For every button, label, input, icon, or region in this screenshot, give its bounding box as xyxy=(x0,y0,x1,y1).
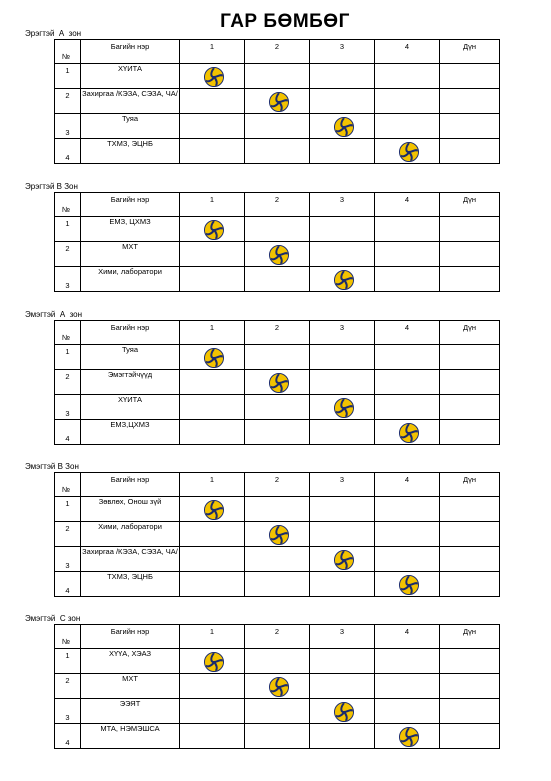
header-no xyxy=(55,40,81,64)
header-no-label: № xyxy=(62,205,71,214)
header-total: Дүн xyxy=(440,321,500,345)
table-row xyxy=(55,649,500,674)
match-cell xyxy=(245,139,310,164)
header-col-2: 2 xyxy=(245,625,310,649)
match-cell xyxy=(245,699,310,724)
header-team: Багийн нэр xyxy=(81,40,180,64)
match-cell xyxy=(180,217,245,242)
row-number-cell xyxy=(55,139,81,164)
team-name: Захиргаа /КЭЗА, СЭЗА, ЧА/ xyxy=(81,547,180,572)
total-cell xyxy=(440,572,500,597)
team-name: ХҮҮА, ХЭАЗ xyxy=(81,649,180,674)
table-row xyxy=(55,674,500,699)
match-cell xyxy=(180,572,245,597)
header-col-4: 4 xyxy=(375,40,440,64)
match-cell xyxy=(245,217,310,242)
header-total: Дүн xyxy=(440,40,500,64)
match-cell xyxy=(180,395,245,420)
volleyball-icon xyxy=(204,67,224,87)
total-cell xyxy=(440,395,500,420)
row-number: 2 xyxy=(65,244,70,253)
header-col-2: 2 xyxy=(245,321,310,345)
match-cell xyxy=(375,497,440,522)
match-cell xyxy=(310,242,375,267)
volleyball-icon xyxy=(399,142,419,162)
team-name: ЕМЗ,ЦХМЗ xyxy=(81,420,180,445)
match-cell xyxy=(245,572,310,597)
table-row xyxy=(55,572,500,597)
match-cell xyxy=(180,674,245,699)
volleyball-icon xyxy=(204,348,224,368)
header-col-3: 3 xyxy=(310,321,375,345)
volleyball-icon xyxy=(334,550,354,570)
match-cell xyxy=(245,497,310,522)
match-cell xyxy=(310,395,375,420)
row-number: 1 xyxy=(65,499,70,508)
volleyball-icon xyxy=(269,677,289,697)
zone-label: Эрэгтэй А зон xyxy=(25,29,82,38)
match-cell xyxy=(180,64,245,89)
match-cell xyxy=(245,547,310,572)
match-cell xyxy=(180,267,245,292)
total-cell xyxy=(440,724,500,749)
team-name: ЕМЗ, ЦХМЗ xyxy=(81,217,180,242)
header-total: Дүн xyxy=(440,625,500,649)
team-name: Захиргаа /КЭЗА, СЭЗА, ЧА/ xyxy=(81,89,180,114)
total-cell xyxy=(440,699,500,724)
row-number-cell xyxy=(55,395,81,420)
match-cell xyxy=(245,345,310,370)
row-number-cell xyxy=(55,217,81,242)
match-cell xyxy=(180,522,245,547)
row-number-cell xyxy=(55,572,81,597)
total-cell xyxy=(440,139,500,164)
match-cell xyxy=(245,395,310,420)
header-no-label: № xyxy=(62,52,71,61)
team-name: Хими, лаборатори xyxy=(81,267,180,292)
match-cell xyxy=(310,114,375,139)
row-number-cell xyxy=(55,89,81,114)
row-number: 3 xyxy=(65,128,70,137)
match-cell xyxy=(310,217,375,242)
total-cell xyxy=(440,649,500,674)
zone-label: Эрэгтэй В Зон xyxy=(25,182,78,191)
schedule-table xyxy=(54,472,500,597)
row-number: 1 xyxy=(65,219,70,228)
row-number: 4 xyxy=(65,434,70,443)
row-number: 1 xyxy=(65,66,70,75)
match-cell xyxy=(375,345,440,370)
team-name: ЭЭЯТ xyxy=(81,699,180,724)
table-row xyxy=(55,242,500,267)
row-number: 3 xyxy=(65,713,70,722)
match-cell xyxy=(180,649,245,674)
match-cell xyxy=(245,649,310,674)
total-cell xyxy=(440,345,500,370)
table-row xyxy=(55,345,500,370)
header-total: Дүн xyxy=(440,473,500,497)
total-cell xyxy=(440,522,500,547)
team-name: Хими, лаборатори xyxy=(81,522,180,547)
row-number-cell xyxy=(55,242,81,267)
header-team: Багийн нэр xyxy=(81,625,180,649)
volleyball-icon xyxy=(399,423,419,443)
row-number: 3 xyxy=(65,281,70,290)
team-name: МХТ xyxy=(81,242,180,267)
schedule-table xyxy=(54,192,500,292)
header-col-4: 4 xyxy=(375,625,440,649)
row-number-cell xyxy=(55,724,81,749)
row-number-cell xyxy=(55,699,81,724)
total-cell xyxy=(440,89,500,114)
page-title: ГАР БӨМБӨГ xyxy=(220,11,350,32)
match-cell xyxy=(180,139,245,164)
header-col-4: 4 xyxy=(375,321,440,345)
table-header-row xyxy=(55,473,500,497)
row-number-cell xyxy=(55,114,81,139)
row-number: 3 xyxy=(65,561,70,570)
row-number: 4 xyxy=(65,586,70,595)
row-number-cell xyxy=(55,674,81,699)
row-number-cell xyxy=(55,345,81,370)
match-cell xyxy=(375,420,440,445)
match-cell xyxy=(310,724,375,749)
row-number-cell xyxy=(55,522,81,547)
table-row xyxy=(55,370,500,395)
table-row xyxy=(55,89,500,114)
header-col-1: 1 xyxy=(180,321,245,345)
header-col-3: 3 xyxy=(310,193,375,217)
table-header-row xyxy=(55,625,500,649)
match-cell xyxy=(180,724,245,749)
match-cell xyxy=(310,370,375,395)
volleyball-icon xyxy=(204,500,224,520)
match-cell xyxy=(310,139,375,164)
match-cell xyxy=(310,345,375,370)
total-cell xyxy=(440,497,500,522)
table-row xyxy=(55,395,500,420)
row-number-cell xyxy=(55,267,81,292)
volleyball-icon xyxy=(269,245,289,265)
match-cell xyxy=(245,420,310,445)
volleyball-icon xyxy=(269,92,289,112)
volleyball-icon xyxy=(269,373,289,393)
match-cell xyxy=(375,267,440,292)
row-number: 1 xyxy=(65,651,70,660)
match-cell xyxy=(310,674,375,699)
volleyball-icon xyxy=(334,117,354,137)
team-name: ТХМЗ, ЭЦНБ xyxy=(81,139,180,164)
total-cell xyxy=(440,267,500,292)
match-cell xyxy=(310,699,375,724)
match-cell xyxy=(310,267,375,292)
match-cell xyxy=(375,699,440,724)
match-cell xyxy=(375,649,440,674)
row-number-cell xyxy=(55,649,81,674)
schedule-table xyxy=(54,320,500,445)
zone-label: Эмэгтэй С зон xyxy=(25,614,81,623)
match-cell xyxy=(245,267,310,292)
match-cell xyxy=(180,242,245,267)
match-cell xyxy=(375,724,440,749)
header-col-3: 3 xyxy=(310,40,375,64)
team-name: Туяа xyxy=(81,114,180,139)
volleyball-icon xyxy=(399,727,419,747)
match-cell xyxy=(245,114,310,139)
table-row xyxy=(55,114,500,139)
header-no xyxy=(55,473,81,497)
volleyball-icon xyxy=(204,220,224,240)
header-no xyxy=(55,625,81,649)
header-no-label: № xyxy=(62,485,71,494)
row-number: 2 xyxy=(65,676,70,685)
table-row xyxy=(55,139,500,164)
match-cell xyxy=(180,114,245,139)
table-row xyxy=(55,420,500,445)
row-number: 2 xyxy=(65,524,70,533)
table-row xyxy=(55,699,500,724)
match-cell xyxy=(375,395,440,420)
row-number: 2 xyxy=(65,372,70,381)
match-cell xyxy=(310,89,375,114)
header-col-2: 2 xyxy=(245,40,310,64)
zone-label: Эмэгтэй В Зон xyxy=(25,462,79,471)
header-col-2: 2 xyxy=(245,193,310,217)
match-cell xyxy=(245,674,310,699)
table-row xyxy=(55,217,500,242)
total-cell xyxy=(440,217,500,242)
match-cell xyxy=(310,64,375,89)
total-cell xyxy=(440,370,500,395)
match-cell xyxy=(375,114,440,139)
header-col-1: 1 xyxy=(180,40,245,64)
match-cell xyxy=(375,522,440,547)
total-cell xyxy=(440,114,500,139)
match-cell xyxy=(180,370,245,395)
match-cell xyxy=(375,547,440,572)
table-header-row xyxy=(55,193,500,217)
volleyball-icon xyxy=(204,652,224,672)
row-number-cell xyxy=(55,420,81,445)
match-cell xyxy=(180,345,245,370)
table-row xyxy=(55,724,500,749)
match-cell xyxy=(180,497,245,522)
total-cell xyxy=(440,64,500,89)
header-no-label: № xyxy=(62,333,71,342)
volleyball-icon xyxy=(334,398,354,418)
header-team: Багийн нэр xyxy=(81,193,180,217)
header-no xyxy=(55,193,81,217)
match-cell xyxy=(375,64,440,89)
volleyball-icon xyxy=(334,270,354,290)
match-cell xyxy=(375,370,440,395)
match-cell xyxy=(375,242,440,267)
row-number: 4 xyxy=(65,738,70,747)
total-cell xyxy=(440,547,500,572)
total-cell xyxy=(440,420,500,445)
header-no xyxy=(55,321,81,345)
match-cell xyxy=(180,699,245,724)
table-row xyxy=(55,522,500,547)
team-name: МТА, НЭМЭШСА xyxy=(81,724,180,749)
match-cell xyxy=(310,572,375,597)
volleyball-icon xyxy=(399,575,419,595)
match-cell xyxy=(245,522,310,547)
row-number: 4 xyxy=(65,153,70,162)
match-cell xyxy=(180,89,245,114)
match-cell xyxy=(310,649,375,674)
header-col-1: 1 xyxy=(180,473,245,497)
header-col-1: 1 xyxy=(180,193,245,217)
match-cell xyxy=(375,674,440,699)
header-col-1: 1 xyxy=(180,625,245,649)
row-number: 2 xyxy=(65,91,70,100)
match-cell xyxy=(310,547,375,572)
match-cell xyxy=(375,89,440,114)
team-name: ТХМЗ, ЭЦНБ xyxy=(81,572,180,597)
team-name: Эмэгтэйчүүд xyxy=(81,370,180,395)
header-no-label: № xyxy=(62,637,71,646)
header-col-3: 3 xyxy=(310,625,375,649)
table-header-row xyxy=(55,40,500,64)
row-number-cell xyxy=(55,64,81,89)
match-cell xyxy=(310,420,375,445)
schedule-table xyxy=(54,39,500,164)
match-cell xyxy=(245,89,310,114)
team-name: Туяа xyxy=(81,345,180,370)
row-number-cell xyxy=(55,497,81,522)
team-name: МХТ xyxy=(81,674,180,699)
schedule-table xyxy=(54,624,500,749)
team-name: ХҮИТА xyxy=(81,64,180,89)
match-cell xyxy=(245,724,310,749)
match-cell xyxy=(375,217,440,242)
total-cell xyxy=(440,242,500,267)
header-team: Багийн нэр xyxy=(81,473,180,497)
row-number-cell xyxy=(55,547,81,572)
header-total: Дүн xyxy=(440,193,500,217)
header-col-4: 4 xyxy=(375,473,440,497)
match-cell xyxy=(180,547,245,572)
row-number: 1 xyxy=(65,347,70,356)
total-cell xyxy=(440,674,500,699)
match-cell xyxy=(310,497,375,522)
match-cell xyxy=(180,420,245,445)
team-name: ХҮИТА xyxy=(81,395,180,420)
table-row xyxy=(55,64,500,89)
volleyball-icon xyxy=(269,525,289,545)
match-cell xyxy=(310,522,375,547)
match-cell xyxy=(375,572,440,597)
row-number: 3 xyxy=(65,409,70,418)
header-col-4: 4 xyxy=(375,193,440,217)
header-col-2: 2 xyxy=(245,473,310,497)
team-name: Зөвлөх, Онош зүй xyxy=(81,497,180,522)
row-number-cell xyxy=(55,370,81,395)
match-cell xyxy=(245,370,310,395)
table-header-row xyxy=(55,321,500,345)
table-row xyxy=(55,497,500,522)
table-row xyxy=(55,267,500,292)
volleyball-icon xyxy=(334,702,354,722)
header-team: Багийн нэр xyxy=(81,321,180,345)
match-cell xyxy=(245,242,310,267)
header-col-3: 3 xyxy=(310,473,375,497)
match-cell xyxy=(375,139,440,164)
match-cell xyxy=(245,64,310,89)
table-row xyxy=(55,547,500,572)
zone-label: Эмэгтэй А зон xyxy=(25,310,83,319)
